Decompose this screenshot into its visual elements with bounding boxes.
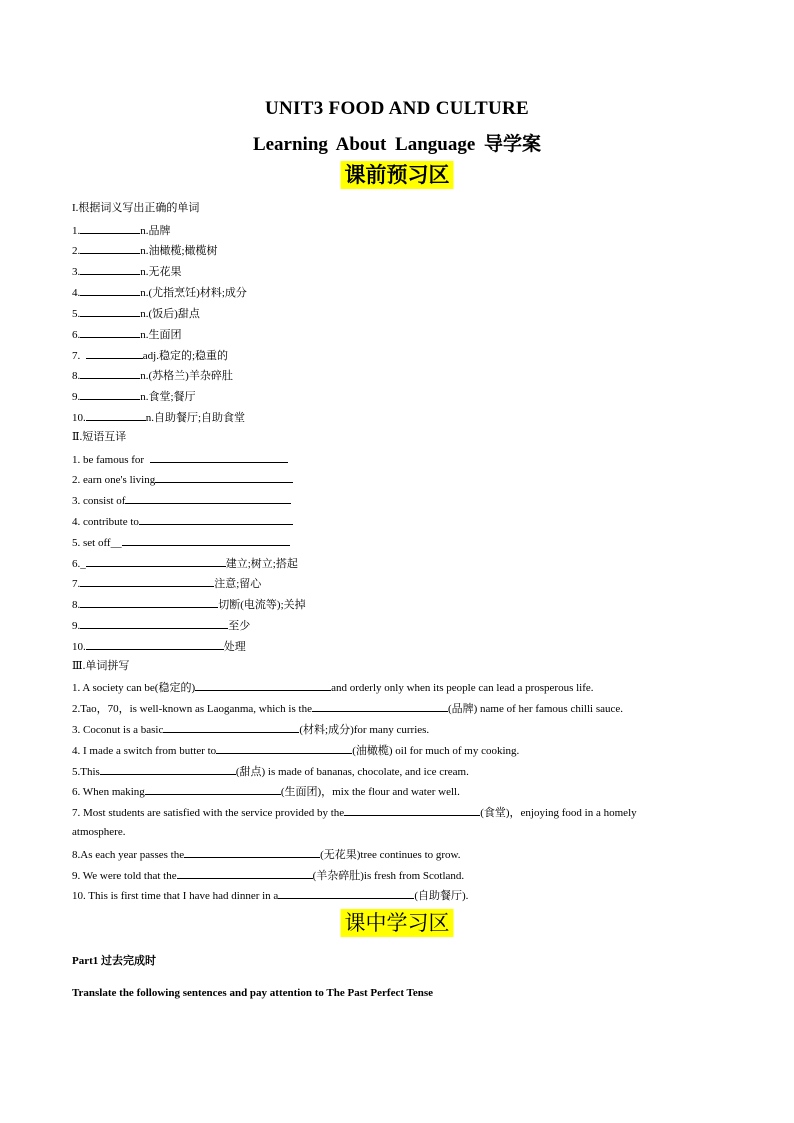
- list-item: 8. 切断(电流等);关掉: [72, 596, 306, 612]
- list-item: 10. This is first time that I have had dinner in a (自助餐厅).: [72, 887, 468, 903]
- list-item: 3. consist of: [72, 492, 291, 508]
- list-item: 3. Coconut is a basic (材料;成分)for many curries.: [72, 721, 429, 737]
- list-item: 4. contribute to: [72, 513, 293, 529]
- list-item: 5.This (甜点) is made of bananas, chocolate, and ice cream.: [72, 763, 469, 779]
- list-item: 8.As each year passes the (无花果)tree continues to grow.: [72, 846, 461, 862]
- list-item: 6. n.生面团: [72, 326, 182, 342]
- list-item: 7. Most students are satisfied with the service provided by the (食堂)，enjoying food in a homely: [72, 804, 637, 820]
- section2-heading: Ⅱ.短语互译: [72, 431, 127, 443]
- page-subtitle: Learning About Language 导学案: [252, 134, 542, 155]
- list-item: 8. n.(苏格兰)羊杂碎肚: [72, 367, 233, 383]
- section1-heading: I.根据词义写出正确的单词: [72, 202, 200, 214]
- list-item: atmosphere.: [72, 826, 126, 838]
- list-item: 1. n.品牌: [72, 222, 171, 238]
- list-item: 10. 处理: [72, 638, 246, 654]
- list-item: 2. n.油橄榄;橄榄树: [72, 242, 218, 258]
- list-item: 9. We were told that the (羊杂碎肚)is fresh from Scotland.: [72, 867, 464, 883]
- list-item: 1. be famous for: [72, 451, 288, 467]
- preview-banner: 课前预习区: [341, 161, 454, 189]
- list-item: 5. n.(饭后)甜点: [72, 305, 200, 321]
- list-item: 7. 注意;留心: [72, 575, 261, 591]
- list-item: 4. n.(尤指烹饪)材料;成分: [72, 284, 247, 300]
- list-item: 9. n.食堂;餐厅: [72, 388, 196, 404]
- list-item: 9. 至少: [72, 617, 250, 633]
- list-item: 10. n.自助餐厅;自助食堂: [72, 409, 245, 425]
- list-item: 7. adj.稳定的;稳重的: [72, 347, 228, 363]
- part1-instruction: Translate the following sentences and pay attention to The Past Perfect Tense: [72, 987, 434, 999]
- inclass-banner: 课中学习区: [341, 909, 454, 937]
- part1-label: Part1 过去完成时: [72, 955, 157, 967]
- list-item: 2. earn one's living: [72, 471, 293, 487]
- list-item: 3. n.无花果: [72, 263, 182, 279]
- page-title: UNIT3 FOOD AND CULTURE: [264, 98, 530, 119]
- list-item: 6. When making (生面团)，mix the flour and water well.: [72, 783, 460, 799]
- section3-heading: Ⅲ.单词拼写: [72, 660, 130, 672]
- list-item: 5. set off__: [72, 534, 290, 550]
- list-item: 6._ 建立;树立;搭起: [72, 555, 298, 571]
- list-item: 4. I made a switch from butter to (油橄榄) oil for much of my cooking.: [72, 742, 519, 758]
- list-item: 2.Tao，70，is well-known as Laoganma, which is the (品牌) name of her famous chilli sauce.: [72, 700, 623, 716]
- list-item: 1. A society can be(稳定的) and orderly only when its people can lead a prosperous life.: [72, 679, 594, 695]
